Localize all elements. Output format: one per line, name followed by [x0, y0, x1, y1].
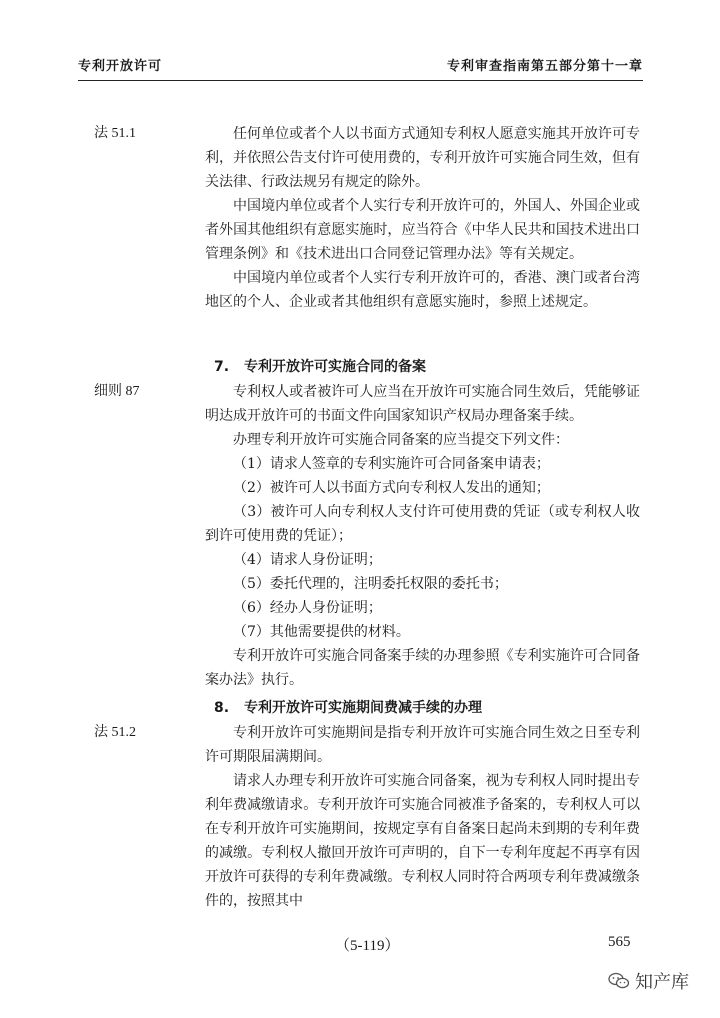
section-rule-87 — [205, 380, 640, 692]
wechat-icon — [608, 972, 630, 990]
margin-label-law-51-1: 法 51.1 — [94, 126, 136, 141]
section-heading-8 — [214, 698, 482, 718]
page-header — [78, 58, 643, 81]
paragraph: 请求人办理专利开放许可实施合同备案，视为专利权人同时提出专利年费减缴请求。专利开放许可实施合同被准予备案的，专利权人可以在专利开放许可实施期间，按规定享有自备案日起尚未到期的专利年费的减缴。专利权人撤回开放许可声明的，自下一专利年度起不再享有因开放许可获得的专利年费减缴。专利权人同时符合两项专利年费减缴条件的，按照其中 — [205, 773, 640, 909]
section-law-51-2 — [205, 721, 640, 913]
list-item: （7）其他需要提供的材料。 — [233, 624, 410, 640]
header-left-title: 专利开放许可 — [78, 59, 163, 74]
margin-label-law-51-2: 法 51.2 — [94, 725, 136, 740]
list-item: （6）经办人身份证明； — [233, 600, 382, 616]
list-item: （3）被许可人向专利权人支付许可使用费的凭证（或专利权人收到许可使用费的凭证）； — [205, 504, 640, 544]
heading-title: 专利开放许可实施期间费减手续的办理 — [244, 700, 482, 716]
watermark-text: 知产库 — [635, 972, 689, 993]
section-heading-7 — [214, 357, 426, 377]
list-item: （4）请求人身份证明； — [233, 552, 382, 568]
paragraph: 办理专利开放许可实施合同备案的应当提交下列文件： — [233, 432, 569, 448]
paragraph: 中国境内单位或者个人实行专利开放许可的，香港、澳门或者台湾地区的个人、企业或者其他组织有意愿实施时，参照上述规定。 — [205, 270, 640, 310]
heading-number: 8. — [214, 700, 230, 716]
paragraph: 专利权人或者被许可人应当在开放许可实施合同生效后，凭能够证明达成开放许可的书面文件向国家知识产权局办理备案手续。 — [205, 384, 640, 424]
margin-label-rule-87: 细则 87 — [94, 384, 140, 399]
list-item: （2）被许可人以书面方式向专利权人发出的通知； — [233, 480, 550, 496]
paragraph: 任何单位或者个人以书面方式通知专利权人愿意实施其开放许可专利，并依照公告支付许可使用费的，专利开放许可实施合同生效，但有关法律、行政法规另有规定的除外。 — [205, 126, 640, 190]
heading-number: 7. — [214, 359, 230, 375]
paragraph: 中国境内单位或者个人实行专利开放许可的，外国人、外国企业或者外国其他组织有意愿实施时，应当符合《中华人民共和国技术进出口管理条例》和《技术进出口合同登记管理办法》等有关规定。 — [205, 198, 640, 262]
header-right-title: 专利审查指南第五部分第十一章 — [446, 59, 643, 74]
list-item: （5）委托代理的，注明委托权限的委托书； — [233, 576, 508, 592]
footer-page-reference: （5-119） — [335, 938, 400, 954]
paragraph: 专利开放许可实施合同备案手续的办理参照《专利实施许可合同备案办法》执行。 — [205, 648, 640, 688]
section-law-51-1 — [205, 122, 640, 314]
footer-page-number: 565 — [608, 934, 631, 950]
heading-title: 专利开放许可实施合同的备案 — [244, 359, 426, 375]
list-item: （1）请求人签章的专利实施许可合同备案申请表； — [233, 456, 550, 472]
watermark — [608, 968, 689, 994]
paragraph: 专利开放许可实施期间是指专利开放许可实施合同生效之日至专利许可期限届满期间。 — [205, 725, 640, 765]
